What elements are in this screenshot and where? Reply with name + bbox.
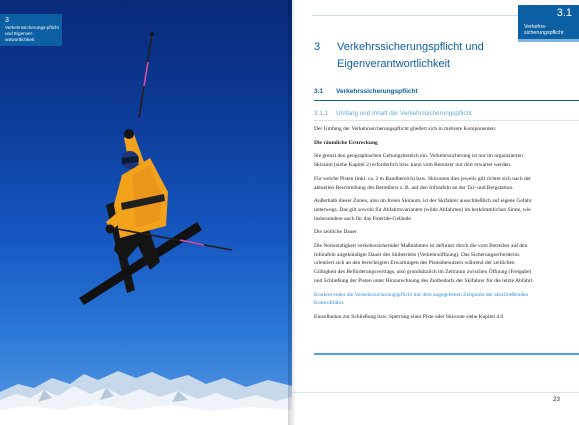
side-tab-stripe <box>518 39 579 42</box>
top-rule <box>312 15 518 16</box>
section-title: Verkehrssicherungspflicht <box>336 88 418 95</box>
paragraph-intro: Der Umfang der Verkehrssicherungspflicht gliedert sich in mehrere Komponenten: <box>314 126 497 132</box>
section-number: 3.1 <box>314 88 324 95</box>
right-page <box>292 0 579 425</box>
subsection-title: Umfang und Inhalt der Verkehrssicherungspflicht <box>336 110 472 117</box>
chapter-title: Verkehrssicherungspflicht und Eigenverantwortlichkeit <box>337 41 484 70</box>
paragraph-highlight: Konkret endet die Verkehrssicherungspflicht mit dem angegebenen Zeitpunkt der abschließenden Kontrollfahrt. <box>314 291 529 307</box>
side-tab-number: 3.1 <box>556 7 572 19</box>
body-text <box>314 125 534 327</box>
side-tab-label: Verkehrs-sicherungspflicht <box>524 24 564 36</box>
paragraph: Sie grenzt den geographischen Geltungsbereich ein. Verkehrssicherung ist nur im organisierten Skiraum (siehe Kapitel 2) erforderlich bzw. kann vom Benutzer nur dort erwartet werden. <box>314 153 523 169</box>
left-chapter-tag-title: Verkehrssicherungs-pflicht und Eigenver-antwortlichkeit <box>5 25 59 42</box>
left-chapter-tag <box>0 14 62 46</box>
bottom-rule <box>292 392 579 393</box>
subsection-number: 3.1.1 <box>314 110 329 117</box>
chapter-heading <box>314 39 514 73</box>
side-tab <box>518 5 579 39</box>
subsection-rule <box>314 120 579 121</box>
paragraph: Außerhalb dieser Zonen, also im freien Skiraum, ist der Skifahrer ausschließlich auf eigene Gefahr unterwegs. Das gilt sowohl für Abfahrtsvarianten (wilde Abfahrten) im herkömmlichen Sinne, wie insbesondere auch für das Freeride-Gelände. <box>314 198 532 222</box>
highlight-rule <box>314 353 579 355</box>
paragraph-lead-spatial: Die räumliche Erstreckung <box>314 139 378 146</box>
page-number: 23 <box>552 396 560 403</box>
section-rule <box>314 100 579 101</box>
section-heading <box>314 88 418 95</box>
subsection-heading <box>314 110 472 117</box>
paragraph-reference: Einzelheiten zur Schließung bzw. Sperrung einer Piste oder Skiroute siehe Kapitel 4.6 <box>314 313 504 320</box>
paragraph: Die Notwendigkeit verkehrssichernder Maßnahmen ist definiert durch die vom Betreiber auf den Infotafeln angekündigte Dauer des Skibetriebs (Verkehrsöffnung). Das Sicherungserfordernis orientiert sich an den berechtigten Erwartungen des Pistenbenutzers während der zeitlichen Gültigkeit des Beförderungsvertrags, also grundsätzlich im Zeitraum zwischen Öffnung (Freigabe) und Schließung der Pisten unter Hinzurechnung des Zeitbedarfs der Skifahrer für die letzte Abfahrt. <box>314 243 534 284</box>
left-chapter-tag-number: 3 <box>5 17 9 24</box>
paragraph: Für welche Pisten (inkl. ca. 2 m Randbereich) bzw. Skirouten dies jeweils gilt richtet sich nach der aktuellen Beschreibung des Betreibers z. B. auf den Infotafeln an der Tal- und Bergstation. <box>314 175 531 191</box>
paragraph-lead-temporal: Die zeitliche Dauer <box>314 229 357 236</box>
chapter-number: 3 <box>314 41 321 53</box>
